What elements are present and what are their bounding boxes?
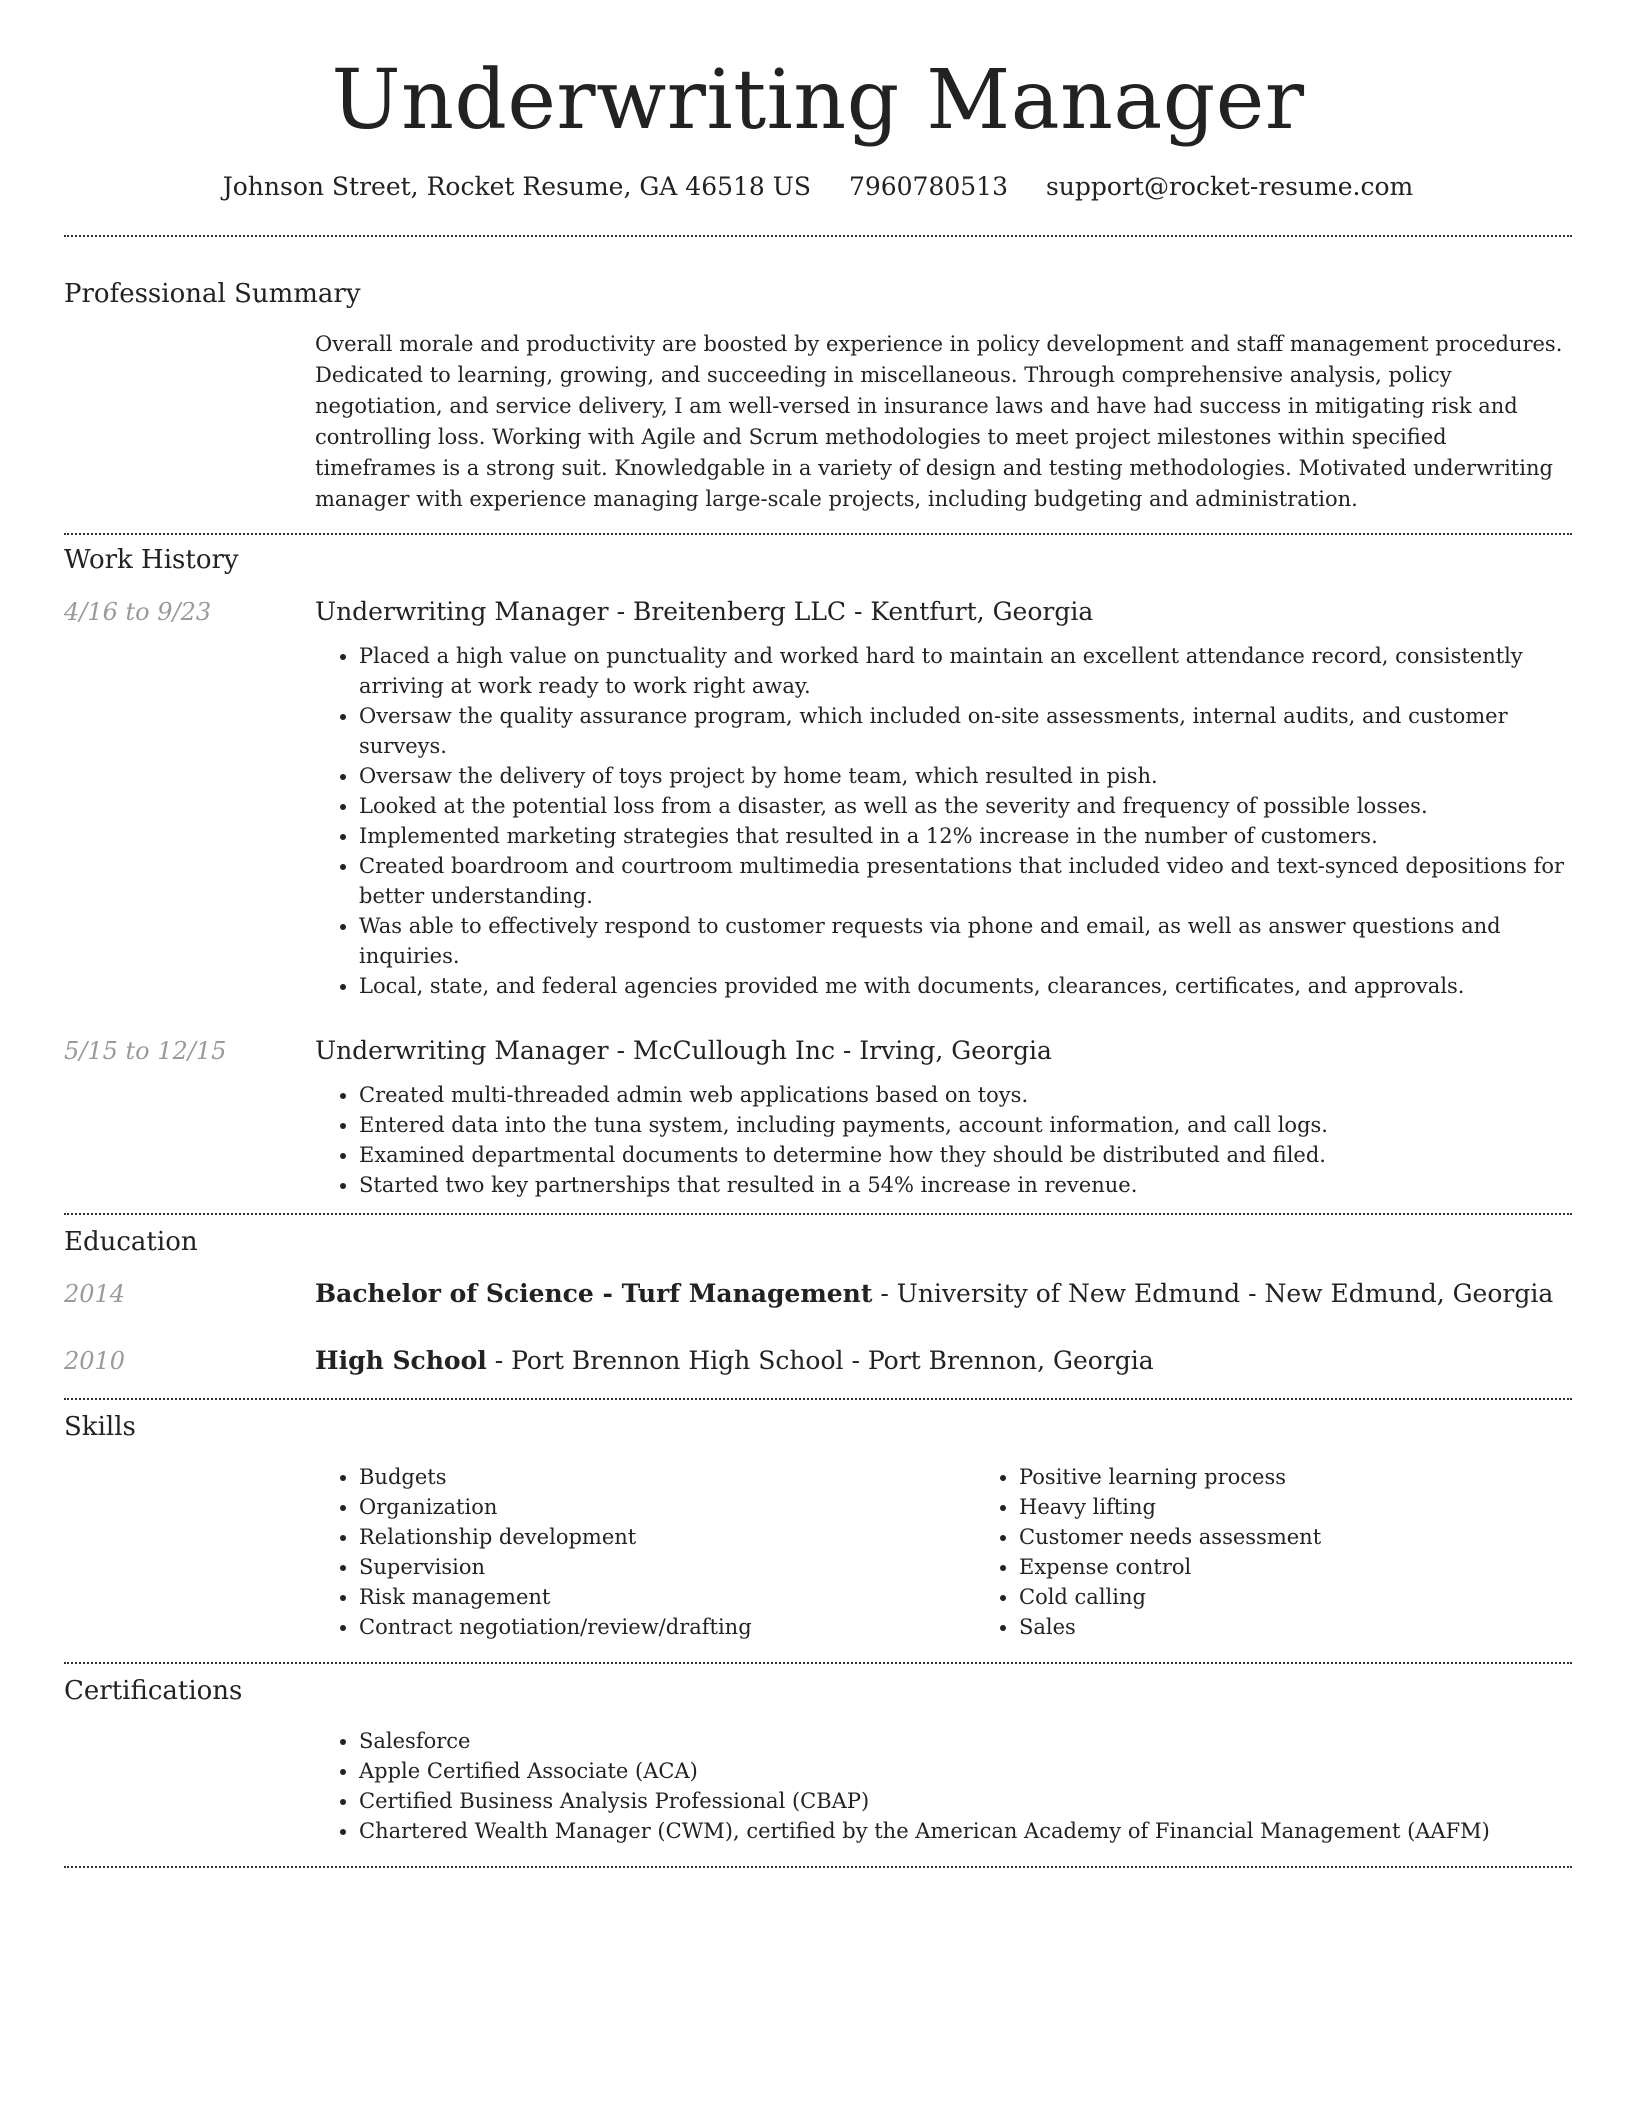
certifications-list (315, 1726, 1572, 1846)
certification-item: • Apple Certified Associate (ACA) (359, 1756, 1572, 1786)
job-entry (64, 1035, 1572, 1200)
skill-item: • Heavy lifting (1019, 1492, 1632, 1522)
contact-line (64, 172, 1572, 201)
skill-item: • Contract negotiation/review/drafting (359, 1612, 975, 1642)
job-bullets (315, 1080, 1572, 1200)
skill-item: • Customer needs assessment (1019, 1522, 1632, 1552)
list-item: • Looked at the potential loss from a disaster, as well as the severity and frequency of possible losses. (359, 791, 1572, 821)
list-item: • Entered data into the tuna system, including payments, account information, and call logs. (359, 1110, 1572, 1140)
skill-item: • Organization (359, 1492, 975, 1522)
divider (64, 1866, 1572, 1868)
section-title-summary: Professional Summary (64, 279, 361, 309)
certification-item: • Certified Business Analysis Professional (CBAP) (359, 1786, 1572, 1816)
job-title: Underwriting Manager - Breitenberg LLC - Kentfurt, Georgia (315, 597, 1094, 626)
skill-item: • Risk management (359, 1582, 975, 1612)
education-degree: High School (315, 1346, 487, 1375)
education-school: - University of New Edmund - New Edmund, Georgia (872, 1279, 1554, 1308)
list-item: • Started two key partnerships that resulted in a 54% increase in revenue. (359, 1170, 1572, 1200)
divider (64, 1398, 1572, 1400)
education-degree: Bachelor of Science - Turf Management (315, 1279, 873, 1308)
list-item: • Created boardroom and courtroom multimedia presentations that included video and text-synced depositions for better understanding. (359, 851, 1572, 911)
skills-list-right (975, 1462, 1632, 1642)
certification-item: • Salesforce (359, 1726, 1572, 1756)
education-entry (64, 1278, 1572, 1310)
list-item: • Examined departmental documents to determine how they should be distributed and filed. (359, 1140, 1572, 1170)
summary-row (64, 329, 1572, 515)
divider (64, 533, 1572, 535)
skill-item: • Supervision (359, 1552, 975, 1582)
job-title: Underwriting Manager - McCullough Inc - Irving, Georgia (315, 1036, 1052, 1065)
job-dates: 4/16 to 9/23 (64, 598, 212, 626)
certifications-row (64, 1726, 1572, 1846)
list-item: • Local, state, and federal agencies provided me with documents, clearances, certificates, and approvals. (359, 971, 1572, 1001)
certification-item: • Chartered Wealth Manager (CWM), certified by the American Academy of Financial Management (AAFM) (359, 1816, 1572, 1846)
list-item: • Implemented marketing strategies that resulted in a 12% increase in the number of customers. (359, 821, 1572, 851)
skills-list-left (315, 1462, 975, 1642)
skill-item: • Relationship development (359, 1522, 975, 1552)
resume-name: Underwriting Manager (331, 53, 1305, 148)
list-item: • Oversaw the delivery of toys project by home team, which resulted in pish. (359, 761, 1572, 791)
divider (64, 1213, 1572, 1215)
education-year: 2010 (64, 1347, 126, 1375)
section-title-education: Education (64, 1227, 198, 1257)
resume-page (64, 0, 1572, 1868)
skill-item: • Positive learning process (1019, 1462, 1632, 1492)
skill-item: • Budgets (359, 1462, 975, 1492)
skill-item: • Cold calling (1019, 1582, 1632, 1612)
contact-address: Johnson Street, Rocket Resume, GA 46518 US (222, 172, 811, 201)
education-year: 2014 (64, 1280, 126, 1308)
list-item: • Placed a high value on punctuality and worked hard to maintain an excellent attendance record, consistently arriving at work ready to work right away. (359, 641, 1572, 701)
job-dates: 5/15 to 12/15 (64, 1037, 227, 1065)
section-title-skills: Skills (64, 1412, 136, 1442)
list-item: • Oversaw the quality assurance program, which included on-site assessments, internal audits, and customer surveys. (359, 701, 1572, 761)
divider (64, 1662, 1572, 1664)
skill-item: • Expense control (1019, 1552, 1632, 1582)
skills-row (64, 1462, 1572, 1642)
education-school: - Port Brennon High School - Port Brennon, Georgia (486, 1346, 1154, 1375)
list-item: • Was able to effectively respond to customer requests via phone and email, as well as answer questions and inquiries. (359, 911, 1572, 971)
job-entry (64, 596, 1572, 1001)
section-title-work-history: Work History (64, 545, 239, 575)
skill-item: • Sales (1019, 1612, 1632, 1642)
list-item: • Created multi-threaded admin web applications based on toys. (359, 1080, 1572, 1110)
section-title-certifications: Certifications (64, 1676, 243, 1706)
contact-email: support@rocket-resume.com (1045, 172, 1414, 201)
divider (64, 235, 1572, 237)
summary-text: Overall morale and productivity are boosted by experience in policy development and staff management procedures. Dedicated to learning, growing, and succeeding in miscellaneous. Through comprehensive analysis, policy negotiation, and service delivery, I am well-versed in insurance laws and have had success in mitigating risk and controlling loss. Working with Agile and Scrum methodologies to meet project milestones within specified timeframes is a strong suit. Knowledgable in a variety of design and testing methodologies. Motivated underwriting manager with experience managing large-scale projects, including budgeting and administration. (315, 332, 1563, 511)
job-bullets (315, 641, 1572, 1001)
contact-phone: 7960780513 (848, 172, 1008, 201)
education-entry (64, 1345, 1572, 1377)
